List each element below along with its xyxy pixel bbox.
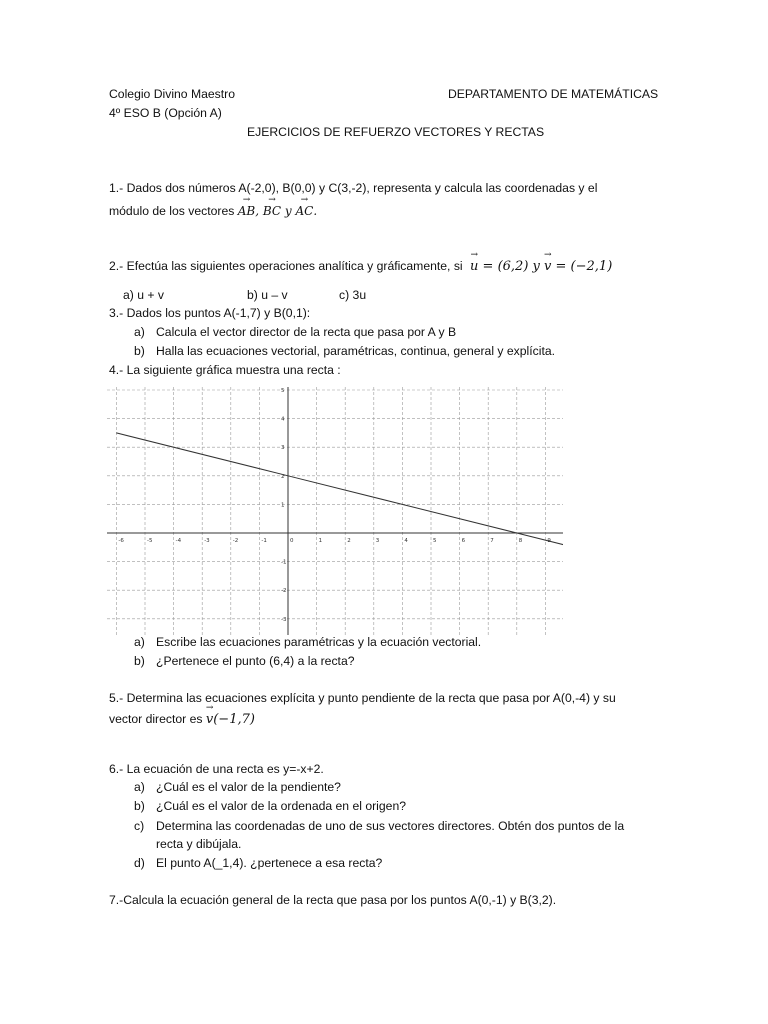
ex2-option-c: c) 3u — [339, 288, 367, 302]
vector-bc: → BC — [263, 204, 281, 218]
ex1-line2 — [109, 204, 317, 218]
ex1-dot: . — [313, 204, 318, 218]
item-text: Escribe las ecuaciones paramétricas y la ecuación vectorial. — [156, 635, 482, 649]
x-tick-label: -3 — [204, 538, 210, 544]
ex1-y: y — [284, 204, 292, 218]
x-tick-label: 6 — [461, 538, 466, 544]
item-text: Halla las ecuaciones vectorial, paramétricas, continua, general y explícita. — [156, 344, 556, 358]
vector-v: → v — [544, 259, 551, 274]
ex7-text: 7.-Calcula la ecuación general de la recta que pasa por los puntos A(0,-1) y B(3,2). — [109, 893, 557, 907]
x-tick-label: -1 — [261, 538, 267, 544]
y-tick-label: 3 — [281, 445, 285, 452]
ex6-item-b — [134, 799, 406, 813]
item-text: El punto A(_1,4). ¿pertenece a esa recta? — [156, 856, 383, 870]
ex1-vectors: → AB, → BC y → AC. — [238, 204, 317, 218]
ex5-line2 — [109, 712, 255, 727]
item-text: ¿Cuál es el valor de la ordenada en el origen? — [156, 799, 407, 813]
x-tick-label: 2 — [347, 538, 351, 544]
x-tick-label: 3 — [375, 538, 380, 544]
x-tick-label: -5 — [147, 538, 153, 544]
x-tick-label: -2 — [232, 538, 239, 544]
ex3-text: 3.- Dados los puntos A(-1,7) y B(0,1): — [109, 306, 311, 320]
ex5-v-value: (−1,7) — [213, 712, 255, 727]
ex2-y: y — [532, 259, 540, 274]
y-tick-label: 2 — [281, 473, 285, 480]
ex6-item-a — [134, 780, 341, 794]
ex3-item-b — [134, 344, 555, 358]
x-tick-label: 8 — [518, 538, 523, 544]
ex1-line1: 1.- Dados dos números A(-2,0), B(0,0) y C(3,-2), representa y calcula las coordenadas y el — [109, 181, 598, 195]
item-label: b) — [134, 654, 145, 668]
item-text: Determina las coordenadas de uno de sus vectores directores. Obtén dos puntos de la — [156, 819, 625, 833]
ex5-vector — [206, 712, 255, 727]
y-tick-label: -2 — [281, 588, 287, 595]
vector-ab: → AB — [238, 204, 255, 218]
x-tick-label: -6 — [118, 538, 124, 544]
ex6-text: 6.- La ecuación de una recta es y=-x+2. — [109, 762, 324, 776]
item-label: b) — [134, 799, 145, 813]
department-name: DEPARTAMENTO DE MATEMÁTICAS — [448, 87, 659, 101]
ex4-text: 4.- La siguiente gráfica muestra una recta : — [109, 363, 341, 377]
ex5-line2-text: vector director es — [109, 712, 203, 726]
x-tick-label: 9 — [547, 538, 551, 544]
ex6-item-c-continued: recta y dibújala. — [156, 837, 242, 851]
y-tick-label: 4 — [281, 416, 285, 423]
ex5-line1: 5.- Determina las ecuaciones explícita y punto pendiente de la recta que pasa por A(0,-4) y su — [109, 691, 616, 705]
series-line — [116, 433, 563, 546]
item-text: ¿Pertenece el punto (6,4) a la recta? — [156, 654, 355, 668]
x-tick-label: 5 — [433, 538, 437, 544]
item-text: Calcula el vector director de la recta que pasa por A y B — [156, 325, 457, 339]
ex6-item-d — [134, 856, 382, 870]
page-title: EJERCICIOS DE REFUERZO VECTORES Y RECTAS — [247, 125, 545, 139]
item-label: a) — [134, 325, 145, 339]
ex1-line2-text: módulo de los vectores — [109, 204, 235, 218]
x-tick-label: 4 — [404, 538, 408, 544]
v-value: = (−2,1) — [555, 259, 613, 274]
item-label: d) — [134, 856, 145, 870]
item-label: c) — [134, 819, 145, 833]
item-label: a) — [134, 635, 145, 649]
course-label: 4º ESO B (Opción A) — [109, 106, 222, 120]
ex3-item-a — [134, 325, 456, 339]
vector-v-ex5: → v — [206, 712, 213, 727]
graph-svg — [107, 387, 563, 635]
line-graph — [107, 387, 563, 635]
ex4-item-b — [134, 654, 355, 668]
school-name: Colegio Divino Maestro — [109, 87, 235, 101]
ex6-item-c — [134, 819, 624, 833]
ex2-option-a: a) u + v — [123, 288, 164, 302]
y-tick-label: 1 — [281, 502, 285, 509]
item-label: a) — [134, 780, 145, 794]
x-tick-label: 0 — [290, 538, 294, 544]
ex4-item-a — [134, 635, 481, 649]
x-tick-label: -4 — [175, 538, 182, 544]
u-value: = (6,2) — [482, 259, 529, 274]
item-text: ¿Cuál es el valor de la pendiente? — [156, 780, 341, 794]
y-tick-label: -3 — [281, 616, 287, 623]
x-tick-label: 7 — [490, 538, 494, 544]
vector-ac: → AC — [296, 204, 314, 218]
ex2-formula — [470, 259, 612, 274]
ex2-option-b: b) u – v — [247, 288, 288, 302]
ex2-line — [109, 259, 612, 274]
y-tick-label: 5 — [281, 388, 285, 394]
x-tick-label: 1 — [318, 538, 323, 544]
y-tick-label: -1 — [281, 559, 287, 566]
ex2-text: 2.- Efectúa las siguientes operaciones analítica y gráficamente, si — [109, 259, 463, 273]
item-label: b) — [134, 344, 145, 358]
vector-u: → u — [470, 259, 478, 274]
